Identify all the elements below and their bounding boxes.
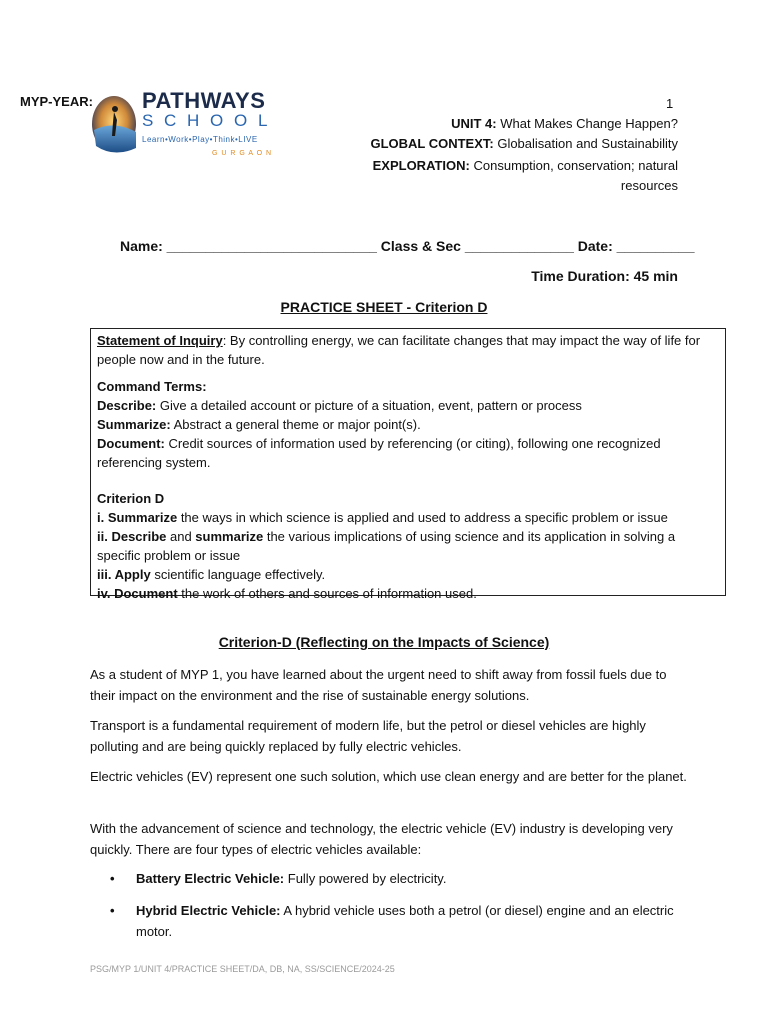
inquiry-box [90, 328, 726, 601]
criterion-text: the ways in which science is applied and used to address a specific problem or issue [177, 510, 668, 525]
student-details-row: Name: ___________________________ Class & Sec ______________ Date: __________ [120, 238, 695, 254]
command-term-item [97, 396, 717, 415]
page-footer: PSG/MYP 1/UNIT 4/PRACTICE SHEET/DA, DB, NA, SS/SCIENCE/2024-25 [90, 964, 395, 974]
time-duration: Time Duration: 45 min [531, 268, 678, 284]
exploration-line [338, 156, 678, 196]
criterion-item [97, 584, 717, 603]
criterion-prefix: iii. Apply [97, 567, 151, 582]
term-name: Describe: [97, 398, 157, 413]
logo-subtitle: S C H O O L [142, 111, 271, 130]
bullet-icon: • [110, 871, 115, 886]
list-item-text [136, 900, 676, 942]
inquiry-label: Statement of Inquiry [97, 333, 223, 348]
term-name: Summarize: [97, 417, 171, 432]
criterion-text: scientific language effectively. [150, 567, 326, 582]
term-definition: Credit sources of information used by referencing (or citing), following one recognized referencing system. [97, 436, 661, 470]
exploration-label: EXPLORATION: [372, 158, 470, 173]
criterion-connector: and [166, 529, 196, 544]
global-context-text: Globalisation and Sustainability [493, 136, 678, 151]
unit-text: What Makes Change Happen? [496, 116, 678, 131]
ev-type-label: Hybrid Electric Vehicle: [136, 903, 281, 918]
page-number: 1 [666, 96, 674, 111]
criterion-text: the work of others and sources of information used. [177, 586, 477, 601]
term-definition: Abstract a general theme or major point(s). [170, 417, 421, 432]
section-heading: Criterion-D (Reflecting on the Impacts of Science) [218, 634, 550, 650]
ev-type-text: Fully powered by electricity. [284, 871, 447, 886]
myp-year-label: MYP-YEAR: [20, 94, 93, 109]
statement-of-inquiry [97, 331, 717, 369]
logo-title: PATHWAYS [142, 88, 266, 113]
logo-tagline: Learn•Work•Play•Think•LIVE [142, 135, 258, 144]
criterion-text: the various implications of using science and its application in solving a specific problem or issue [97, 529, 676, 563]
unit-label: UNIT 4: [451, 116, 497, 131]
global-context-line [370, 136, 678, 151]
inquiry-text: : By controlling energy, we can facilitate changes that may impact the way of life for people now and in the future. [97, 333, 701, 367]
criterion-item [97, 508, 717, 527]
bullet-icon: • [110, 903, 115, 918]
command-term-item [97, 415, 717, 434]
body-paragraph: With the advancement of science and technology, the electric vehicle (EV) industry is developing very quickly. There are four types of electric vehicles available: [90, 821, 673, 857]
command-terms-heading: Command Terms: [97, 379, 207, 394]
exploration-text: Consumption, conservation; natural resources [469, 158, 678, 193]
term-definition: Give a detailed account or picture of a situation, event, pattern or process [156, 398, 582, 413]
criterion-heading: Criterion D [97, 491, 165, 506]
criterion-verb: summarize [195, 529, 264, 544]
ev-type-label: Battery Electric Vehicle: [136, 871, 285, 886]
criterion-item [97, 527, 717, 565]
term-name: Document: [97, 436, 165, 451]
body-paragraph: Electric vehicles (EV) represent one such solution, which use clean energy and are better for the planet. [90, 769, 687, 784]
criterion-item [97, 565, 717, 584]
command-term-item [97, 434, 717, 472]
logo-city: G U R G A O N [212, 150, 273, 157]
list-item-text [136, 868, 676, 889]
body-paragraph: Transport is a fundamental requirement of modern life, but the petrol or diesel vehicles are highly polluting and are being quickly replaced by fully electric vehicles. [90, 718, 646, 754]
global-context-label: GLOBAL CONTEXT: [370, 136, 494, 151]
body-paragraph: As a student of MYP 1, you have learned about the urgent need to shift away from fossil fuels due to their impact on the environment and the rise of sustainable energy solutions. [90, 667, 667, 703]
criterion-prefix: i. Summarize [97, 510, 178, 525]
unit-line [451, 116, 678, 131]
criterion-prefix: ii. Describe [97, 529, 167, 544]
criterion-prefix: iv. Document [97, 586, 178, 601]
school-logo [90, 90, 290, 162]
sheet-title: PRACTICE SHEET - Criterion D [280, 299, 488, 315]
ev-type-text: A hybrid vehicle uses both a petrol (or diesel) engine and an electric motor. [136, 903, 674, 939]
